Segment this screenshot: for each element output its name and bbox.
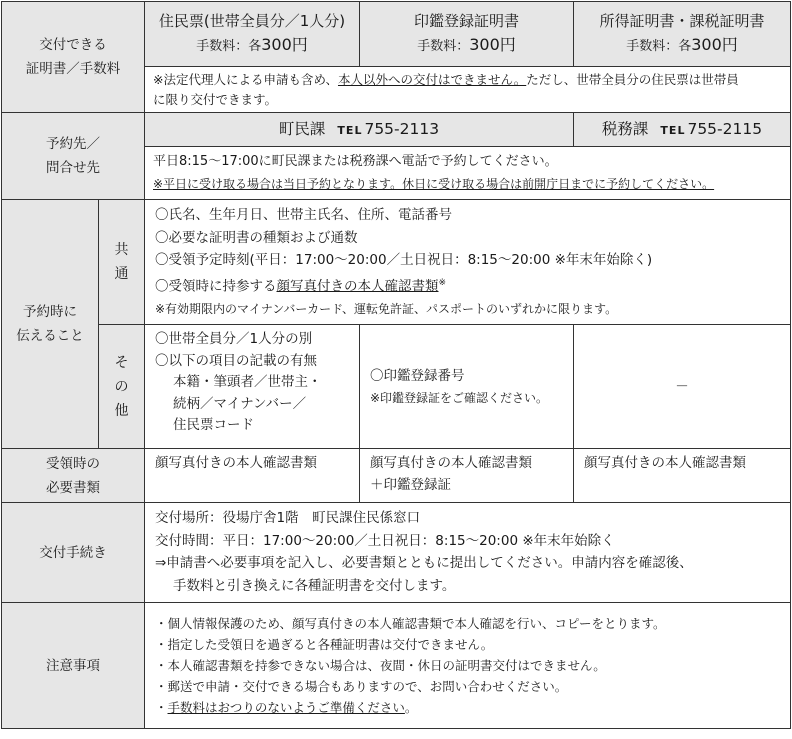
required-docs-seal: 顔写真付きの本人確認書類 ＋印鑑登録証 [360,449,574,503]
cert-resident [145,2,360,67]
other-items-resident: 〇世帯全員分／1人分の別 〇以下の項目の記載の有無 本籍・筆頭者／世帯主・ 続柄／マイナンバー／ 住民票コード [145,325,360,449]
notes-text [145,603,791,729]
reserve-info-label: 予約時に 伝えること [2,200,99,449]
list-item: ・個人情報保護のため、顔写真付きの本人確認書類で本人確認を行い、コピーをとります。 [155,616,666,631]
cert-name: 所得証明書・課税証明書 [599,12,765,30]
cert-income [574,2,791,67]
cert-note: ※法定代理人による申請も含め、本人以外への交付はできません。ただし、世帯全員分の住民票は世帯員 に限り交付できます。 [145,67,791,113]
certificates-label: 交付できる 証明書／手数料 [2,2,145,113]
certificate-info-table [1,1,791,729]
contact-text: 平日8:15～17:00に町民課または税務課へ電話で予約してください。 ※平日に受け取る場合は当日予約となります。休日に受け取る場合は前開庁日までに予約してください。 [145,147,791,200]
cert-fee: 手数料：各300円 [626,35,738,54]
other-items-income: － [574,325,791,449]
cert-fee: 手数料：300円 [417,35,516,54]
cert-seal [360,2,574,67]
contact-label: 予約先／ 問合せ先 [2,113,145,200]
cert-name: 印鑑登録証明書 [413,12,519,30]
required-docs-resident: 顔写真付きの本人確認書類 [145,449,360,503]
list-item: ・手数料はおつりのないようご準備ください。 [155,700,418,715]
required-docs-label: 受領時の 必要書類 [2,449,145,503]
cert-name: 住民票(世帯全員分／1人分) [158,12,346,30]
required-docs-income: 顔写真付きの本人確認書類 [574,449,791,503]
cert-fee: 手数料：各300円 [196,35,308,54]
contact-tax-dept: 税務課 TEL 755-2115 [574,113,791,147]
list-item: ・郵送で申請・交付できる場合もありますので、お問い合わせください。 [155,679,568,694]
list-item: ・本人確認書類を持参できない場合は、夜間・休日の証明書交付はできません。 [155,658,606,673]
other-label: そ の 他 [99,325,145,449]
common-items: 〇氏名、生年月日、世帯主氏名、住所、電話番号 〇必要な証明書の種類および通数 〇受領予定時刻(平日：17:00～20:00／土日祝日：8:15～20:00 ※年末年始除く) 〇受領時に持参する顔写真付きの本人確認書類※ ※有効期限内のマイナンバーカード、運転免許証、パスポートのいずれかに限ります。 [145,200,791,325]
list-item: ・指定した受領日を過ぎると各種証明書は交付できません。 [155,637,494,652]
common-label: 共 通 [99,200,145,325]
other-items-seal: 〇印鑑登録番号 ※印鑑登録証をご確認ください。 [360,325,574,449]
procedure-text: 交付場所：役場庁舎1階 町民課住民係窓口 交付時間：平日：17:00～20:00／土日祝日：8:15～20:00 ※年末年始除く ⇒申請書へ必要事項を記入し、必要書類とともに提出してください。申請内容を確認後、 手数料と引き換えに各種証明書を交付します。 [145,503,791,603]
notes-label: 注意事項 [2,603,145,729]
procedure-label: 交付手続き [2,503,145,603]
contact-resident-dept: 町民課 TEL 755-2113 [145,113,574,147]
